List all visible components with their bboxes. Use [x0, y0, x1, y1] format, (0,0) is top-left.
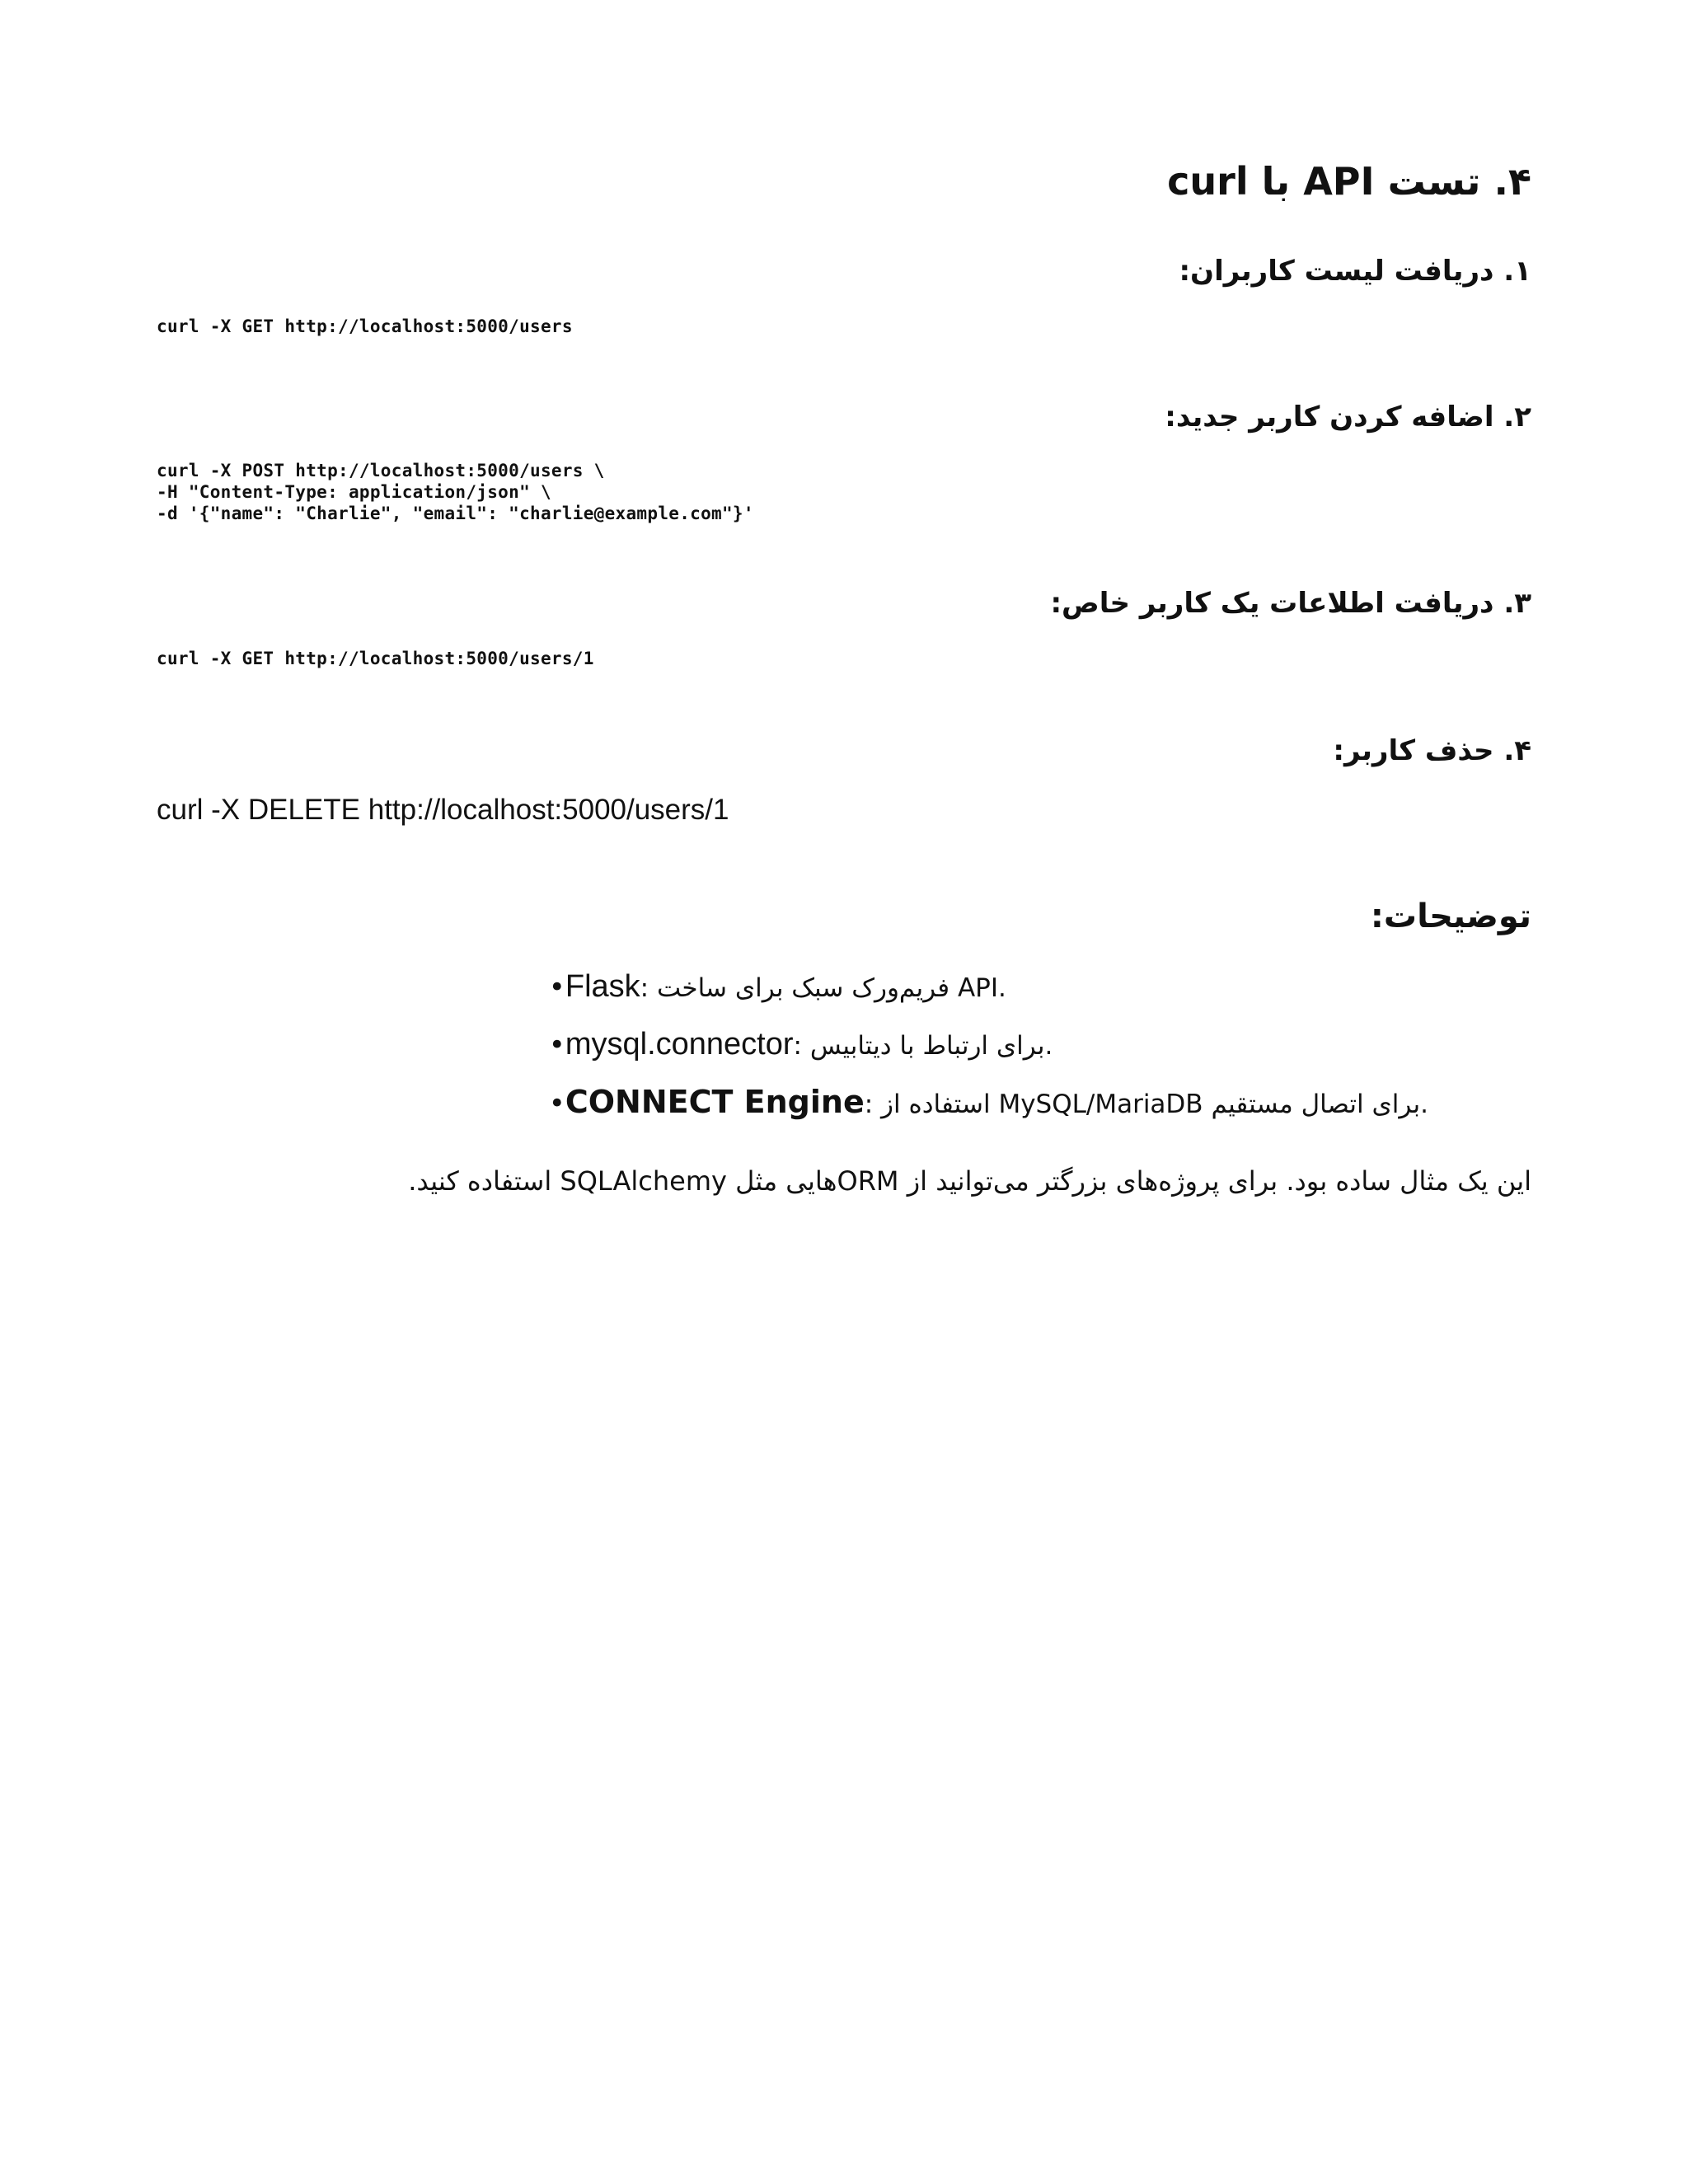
step-1-code: curl -X GET http://localhost:5000/users: [157, 316, 573, 336]
list-item: [549, 1016, 1428, 1074]
section-title: ۴. تست API با curl: [1167, 159, 1531, 204]
list-item: [549, 958, 1428, 1016]
step-4-code: curl -X DELETE http://localhost:5000/users/1: [157, 794, 729, 826]
note-text: : فریم‌ورک سبک برای ساخت API.: [640, 973, 1006, 1003]
bullet-icon: •: [548, 1029, 565, 1062]
step-4-heading: ۴. حذف کاربر:: [1333, 734, 1531, 767]
notes-list: [549, 958, 1428, 1132]
note-term: mysql.connector: [565, 1027, 794, 1062]
note-term: Flask: [565, 969, 640, 1004]
step-1-heading: ۱. دریافت لیست کاربران:: [1179, 255, 1531, 288]
step-3-code: curl -X GET http://localhost:5000/users/1: [157, 649, 594, 668]
note-text: : برای ارتباط با دیتابیس.: [793, 1031, 1053, 1061]
notes-heading: توضیحات:: [1370, 898, 1531, 935]
closing-paragraph: این یک مثال ساده بود. برای پروژه‌های بزرگتر می‌توانید از ORMهایی مثل SQLAlchemy استفاده کنید.: [408, 1165, 1531, 1197]
note-term: CONNECT Engine: [565, 1084, 865, 1120]
step-2-code: curl -X POST http://localhost:5000/users \ -H "Content-Type: application/json" \ -d '{"name": "Charlie", "email": "charlie@example.com"}': [157, 461, 754, 523]
bullet-icon: •: [548, 971, 565, 1004]
bullet-icon: •: [548, 1087, 565, 1120]
step-3-heading: ۳. دریافت اطلاعات یک کاربر خاص:: [1050, 587, 1531, 620]
step-2-heading: ۲. اضافه کردن کاربر جدید:: [1165, 401, 1531, 434]
list-item: [549, 1074, 1428, 1132]
note-text: : استفاده از MySQL/MariaDB برای اتصال مستقیم.: [864, 1090, 1428, 1119]
